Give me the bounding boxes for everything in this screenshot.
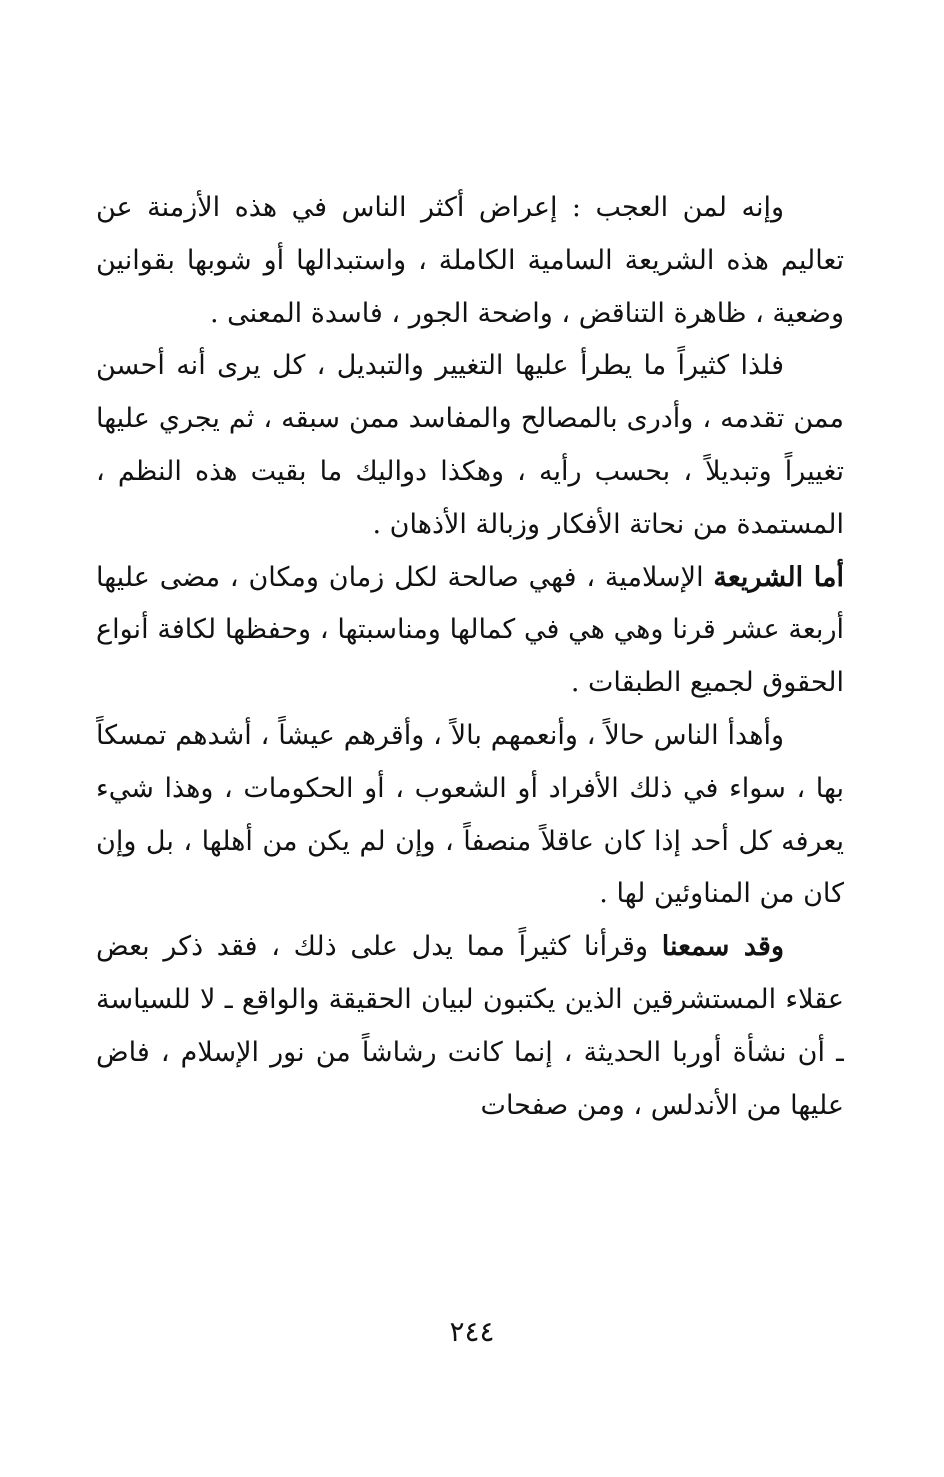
paragraph-5-lead: وقد سمعنا bbox=[661, 931, 784, 963]
paragraph-5-text: وقرأنا كثيراً مما يدل على ذلك ، فقد ذكر بعض عقلاء المستشرقين الذين يكتبون لبيان الحقيقة والواقع ـ لا للسياسة ـ أن نشأة أوربا الحديثة ، إنما كانت رشاشاً من نور الإسلام ، فاض عليها من الأندلس ، ومن صفحات bbox=[96, 931, 844, 1121]
paragraph-1-text: وإنه لمن العجب : إعراض أكثر الناس في هذه الأزمنة عن تعاليم هذه الشريعة السامية الكاملة ، واستبدالها أو شوبها بقوانين وضعية ، ظاهرة التناقض ، واضحة الجور ، فاسدة المعنى . bbox=[96, 192, 844, 329]
paragraph-1 bbox=[96, 182, 844, 340]
paragraph-5 bbox=[96, 921, 844, 1132]
paragraph-4 bbox=[96, 710, 844, 921]
book-page-body bbox=[96, 182, 844, 1302]
page-number: ٢٤٤ bbox=[449, 1315, 495, 1348]
paragraph-3-text: الإسلامية ، فهي صالحة لكل زمان ومكان ، مضى عليها أربعة عشر قرنا وهي هي في كمالها ومناسبتها ، وحفظها لكافة أنواع الحقوق لجميع الطبقات . bbox=[96, 561, 844, 699]
paragraph-2-text: فلذا كثيراً ما يطرأ عليها التغيير والتبديل ، كل يرى أنه أحسن ممن تقدمه ، وأدرى بالمصالح والمفاسد ممن سبقه ، ثم يجري عليها تغييراً وتبديلاً ، بحسب رأيه ، وهكذا دواليك ما بقيت هذه النظم ، المستمدة من نحاتة الأفكار وزبالة الأذهان . bbox=[96, 350, 844, 540]
paragraph-4-text: وأهدأ الناس حالاً ، وأنعمهم بالاً ، وأقرهم عيشاً ، أشدهم تمسكاً بها ، سواء في ذلك الأفراد أو الشعوب ، أو الحكومات ، وهذا شيء يعرفه كل أحد إذا كان عاقلاً منصفاً ، وإن لم يكن من أهلها ، بل وإن كان من المناوئين لها . bbox=[96, 719, 844, 910]
paragraph-2 bbox=[96, 340, 844, 551]
paragraph-3-lead: أما الشريعة bbox=[713, 561, 844, 593]
paragraph-3 bbox=[96, 552, 844, 710]
